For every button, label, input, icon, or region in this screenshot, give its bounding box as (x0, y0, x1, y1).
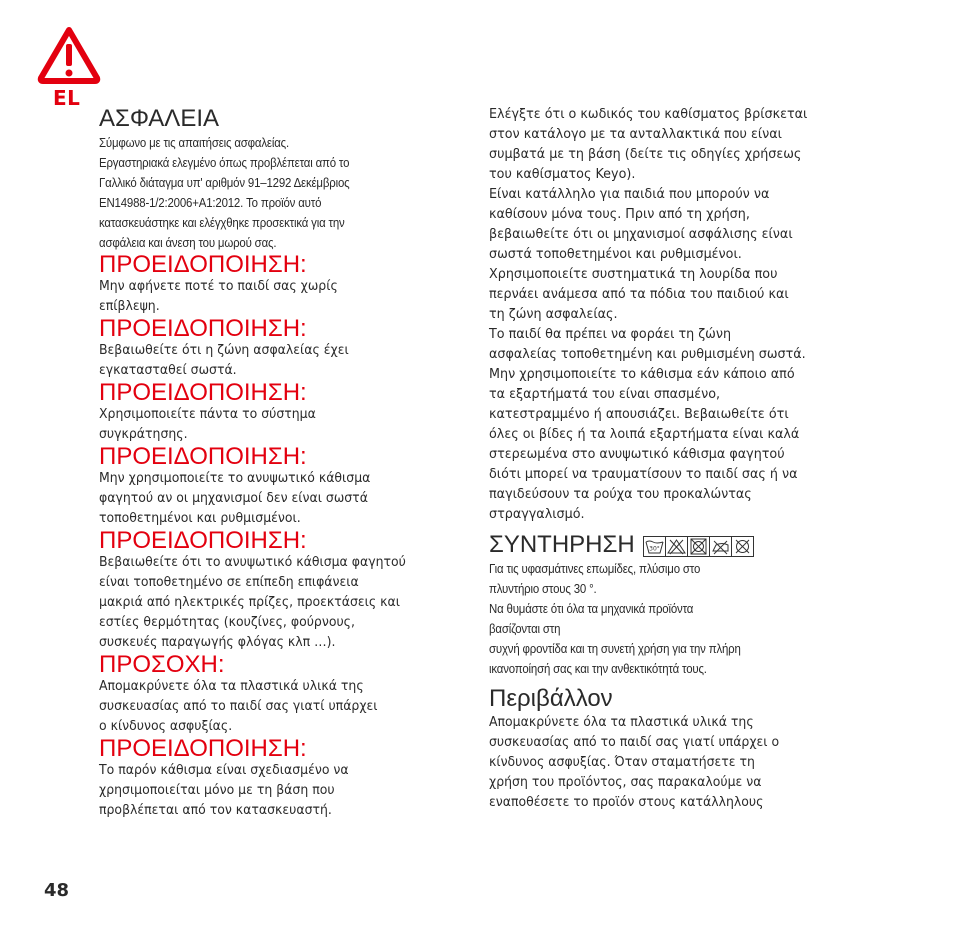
environment-section (489, 685, 859, 813)
text-line: Ελέγξτε ότι ο κωδικός του καθίσματος βρίσκεται (489, 107, 808, 122)
text-line: περνάει ανάμεσα από τα πόδια του παιδιού και (489, 287, 789, 302)
text-line: καθίσουν μόνα τους. Πριν από τη χρήση, (489, 207, 750, 222)
no-iron-icon (710, 537, 732, 556)
intro-text (489, 105, 859, 525)
text-line: Μην χρησιμοποιείτε το κάθισμα εάν κάποιο από (489, 367, 795, 382)
text-line: είναι τοποθετημένο σε επίπεδη επιφάνεια (99, 575, 359, 590)
text-line: επίβλεψη. (99, 299, 160, 314)
text-line: συσκευασίας από το παιδί σας γιατί υπάρχει (99, 699, 378, 714)
text-line: εγκατασταθεί σωστά. (99, 363, 237, 378)
environment-title: Περιβάλλον (489, 685, 613, 712)
warning-title: ΠΡΟΕΙΔΟΠΟΙΗΣΗ: (99, 315, 307, 342)
text-line: ο κίνδυνος ασφυξίας. (99, 719, 233, 734)
text-line: βεβαιωθείτε ότι οι μηχανισμοί ασφάλισης είναι (489, 227, 793, 242)
text-line: στραγγαλισμό. (489, 507, 585, 522)
text-line: πλυντήριο στους 30 °. (489, 581, 597, 596)
text-line: παγιδεύσουν τα ρούχα του προκαλώντας (489, 487, 752, 502)
care-heading-row (489, 531, 859, 559)
text-line: τη ζώνη ασφαλείας. (489, 307, 618, 322)
text-line: ασφαλείας τοποθετημένη και ρυθμισμένη σωστά. (489, 347, 806, 362)
left-column (99, 105, 461, 821)
warning-title: ΠΡΟΕΙΔΟΠΟΙΗΣΗ: (99, 735, 307, 762)
text-line: Μην χρησιμοποιείτε το ανυψωτικό κάθισμα (99, 471, 371, 486)
text-line: Βεβαιωθείτε ότι η ζώνη ασφαλείας έχει (99, 343, 349, 358)
text-line: κατασκευάστηκε και ελέγχθηκε προσεκτικά για την (99, 215, 345, 230)
page-number: 48 (44, 880, 70, 901)
text-line: τοποθετημένοι και ρυθμισμένοι. (99, 511, 301, 526)
warning-block-4 (99, 445, 461, 529)
warning-block-2 (99, 317, 461, 381)
text-line: φαγητού αν οι μηχανισμοί δεν είναι σωστά (99, 491, 368, 506)
text-line: Εργαστηριακά ελεγμένο όπως προβλέπεται από το (99, 155, 350, 170)
right-column (489, 105, 859, 813)
text-line: σωστά τοποθετημένοι και ρυθμισμένοι. (489, 247, 742, 262)
text-line: κίνδυνος ασφυξίας. Όταν σταματήσετε τη (489, 755, 755, 770)
text-line: Το παρόν κάθισμα είναι σχεδιασμένο να (99, 763, 349, 778)
text-line: ικανοποίησή σας και την ανθεκτικότητά τους. (489, 661, 707, 676)
text-line: EN14988-1/2:2006+A1:2012. Το προϊόν αυτό (99, 195, 322, 210)
text-line: τα εξαρτήματά του είναι σπασμένο, (489, 387, 721, 402)
text-line: συσκευές παραγωγής φλόγας κλπ …). (99, 635, 336, 650)
text-line: του καθίσματος Keyo). (489, 167, 636, 182)
text-line: Χρησιμοποιείτε συστηματικά τη λουρίδα που (489, 267, 778, 282)
warning-block-3 (99, 381, 461, 445)
caution-block (99, 653, 461, 737)
wash-temperature-label: 30° (648, 545, 660, 553)
safety-text (99, 133, 461, 253)
warning-title: ΠΡΟΕΙΔΟΠΟΙΗΣΗ: (99, 527, 307, 554)
care-title: ΣΥΝΤΗΡΗΣΗ (489, 531, 635, 558)
text-line: προβλέπεται από τον κατασκευαστή. (99, 803, 332, 818)
text-line: Γαλλικό διάταγμα υπ' αριθμόν 91–1292 Δεκέμβριος (99, 175, 350, 190)
text-line: Για τις υφασμάτινες επωμίδες, πλύσιμο στο (489, 561, 701, 576)
text-line: όλες οι βίδες ή τα λοιπά εξαρτήματα είναι καλά (489, 427, 800, 442)
text-line: Βεβαιωθείτε ότι το ανυψωτικό κάθισμα φαγητού (99, 555, 406, 570)
text-line: μακριά από ηλεκτρικές πρίζες, προεκτάσεις και (99, 595, 400, 610)
text-line: Να θυμάστε ότι όλα τα μηχανικά προϊόντα (489, 601, 694, 616)
text-line: διότι μπορεί να τραυματίσουν το παιδί σας ή να (489, 467, 798, 482)
text-line: Είναι κατάλληλο για παιδιά που μπορούν να (489, 187, 770, 202)
warning-title: ΠΡΟΕΙΔΟΠΟΙΗΣΗ: (99, 251, 307, 278)
text-line: Μην αφήνετε ποτέ το παιδί σας χωρίς (99, 279, 338, 294)
warning-title: ΠΡΟΕΙΔΟΠΟΙΗΣΗ: (99, 379, 307, 406)
text-line: εστίες θερμότητας (κουζίνες, φούρνους, (99, 615, 355, 630)
text-line: ασφάλεια και άνεση του μωρού σας. (99, 235, 277, 250)
warning-block-6 (99, 737, 461, 821)
no-dry-clean-icon (732, 537, 753, 556)
text-line: Το παιδί θα πρέπει να φοράει τη ζώνη (489, 327, 732, 342)
warning-triangle-icon (37, 26, 101, 84)
care-text (489, 559, 859, 679)
text-line: Σύμφωνο με τις απαιτήσεις ασφαλείας. (99, 135, 289, 150)
text-line: χρήση του προϊόντος, σας παρακαλούμε να (489, 775, 762, 790)
no-bleach-icon (666, 537, 688, 556)
text-line: στον κατάλογο με τα ανταλλακτικά που είναι (489, 127, 782, 142)
wash-30-icon (644, 537, 666, 556)
text-line: εναποθέσετε το προϊόν στους κατάλληλους (489, 795, 764, 810)
text-line: βασίζονται στη (489, 621, 561, 636)
text-line: συγκράτησης. (99, 427, 188, 442)
text-line: Απομακρύνετε όλα τα πλαστικά υλικά της (99, 679, 364, 694)
text-line: Απομακρύνετε όλα τα πλαστικά υλικά της (489, 715, 754, 730)
text-line: συσκευασίας από το παιδί σας γιατί υπάρχει ο (489, 735, 780, 750)
no-tumble-dry-icon (688, 537, 710, 556)
warning-block-5 (99, 529, 461, 653)
text-line: συμβατά με τη βάση (δείτε τις οδηγίες χρήσεως (489, 147, 802, 162)
text-line: συχνή φροντίδα και τη συνετή χρήση για την πλήρη (489, 641, 741, 656)
safety-title: ΑΣΦΑΛΕΙΑ (99, 105, 220, 132)
warning-block-1 (99, 253, 461, 317)
caution-title: ΠΡΟΣΟΧΗ: (99, 651, 225, 678)
text-line: χρησιμοποιείται μόνο με τη βάση που (99, 783, 335, 798)
text-line: Χρησιμοποιείτε πάντα το σύστημα (99, 407, 316, 422)
warning-title: ΠΡΟΕΙΔΟΠΟΙΗΣΗ: (99, 443, 307, 470)
text-line: στερεωμένα στο ανυψωτικό κάθισμα φαγητού (489, 447, 785, 462)
language-code: EL (53, 86, 81, 110)
text-line: κατεστραμμένο ή απουσιάζει. Βεβαιωθείτε ότι (489, 407, 789, 422)
care-symbols (643, 536, 754, 557)
